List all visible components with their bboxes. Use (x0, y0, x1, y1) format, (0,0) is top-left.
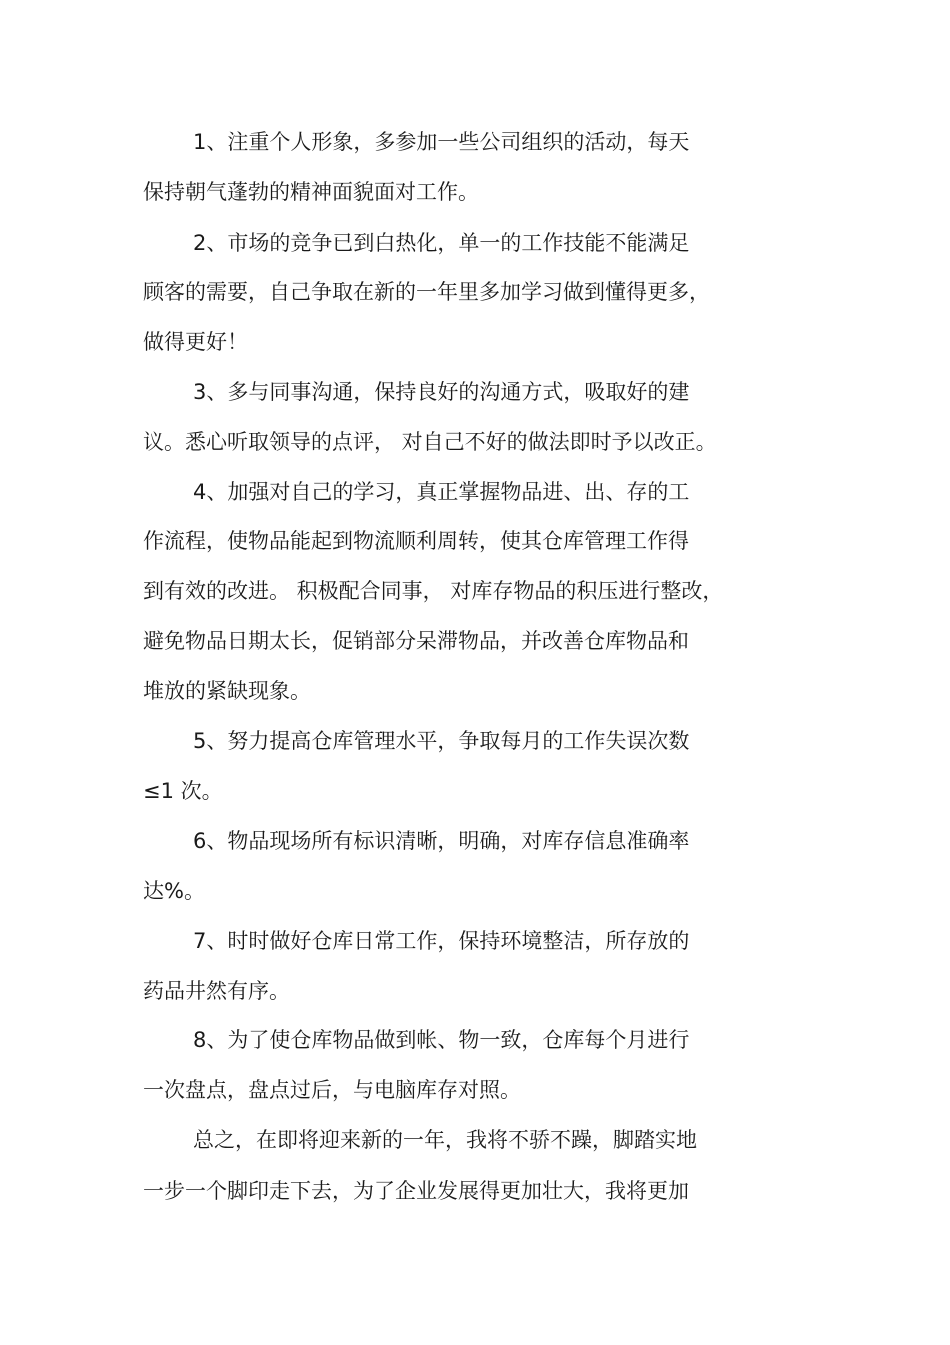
paragraph-8-line-2: 一次盘点，盘点过后，与电脑库存对照。 (143, 1078, 521, 1102)
paragraph-5-line-2: ≤1 次。 (143, 779, 223, 803)
paragraph-2-line-2: 顾客的需要，自己争取在新的一年里多加学习做到懂得更多， (143, 280, 710, 304)
paragraph-3-line-2: 议。悉心听取领导的点评， 对自己不好的做法即时予以改正。 (143, 430, 717, 454)
paragraph-6-line-2: 达%。 (143, 879, 205, 903)
paragraph-7-line-2: 药品井然有序。 (143, 979, 290, 1003)
paragraph-6-line-1: 6、物品现场所有标识清晰，明确，对库存信息准确率 (193, 829, 690, 853)
paragraph-4-line-5: 堆放的紧缺现象。 (143, 679, 311, 703)
paragraph-2-line-3: 做得更好！ (143, 330, 248, 354)
paragraph-3-line-1: 3、多与同事沟通，保持良好的沟通方式，吸取好的建 (193, 380, 690, 404)
paragraph-4-line-4: 避免物品日期太长，促销部分呆滞物品，并改善仓库物品和 (143, 629, 689, 653)
paragraph-4-line-1: 4、加强对自己的学习，真正掌握物品进、出、存的工 (193, 480, 690, 504)
paragraph-8-line-1: 8、为了使仓库物品做到帐、物一致，仓库每个月进行 (193, 1028, 690, 1052)
paragraph-5-line-1: 5、努力提高仓库管理水平，争取每月的工作失误次数 (193, 729, 690, 753)
paragraph-4-line-3: 到有效的改进。 积极配合同事， 对库存物品的积压进行整改， (143, 579, 724, 603)
conclusion-line-2: 一步一个脚印走下去，为了企业发展得更加壮大，我将更加 (143, 1179, 689, 1203)
conclusion-line-1: 总之，在即将迎来新的一年，我将不骄不躁，脚踏实地 (193, 1128, 697, 1152)
paragraph-7-line-1: 7、时时做好仓库日常工作，保持环境整洁，所存放的 (193, 929, 690, 953)
paragraph-1-line-1: 1、注重个人形象，多参加一些公司组织的活动，每天 (193, 130, 690, 154)
paragraph-2-line-1: 2、市场的竞争已到白热化，单一的工作技能不能满足 (193, 231, 690, 255)
paragraph-4-line-2: 作流程，使物品能起到物流顺利周转，使其仓库管理工作得 (143, 529, 689, 553)
paragraph-1-line-2: 保持朝气蓬勃的精神面貌面对工作。 (143, 180, 479, 204)
